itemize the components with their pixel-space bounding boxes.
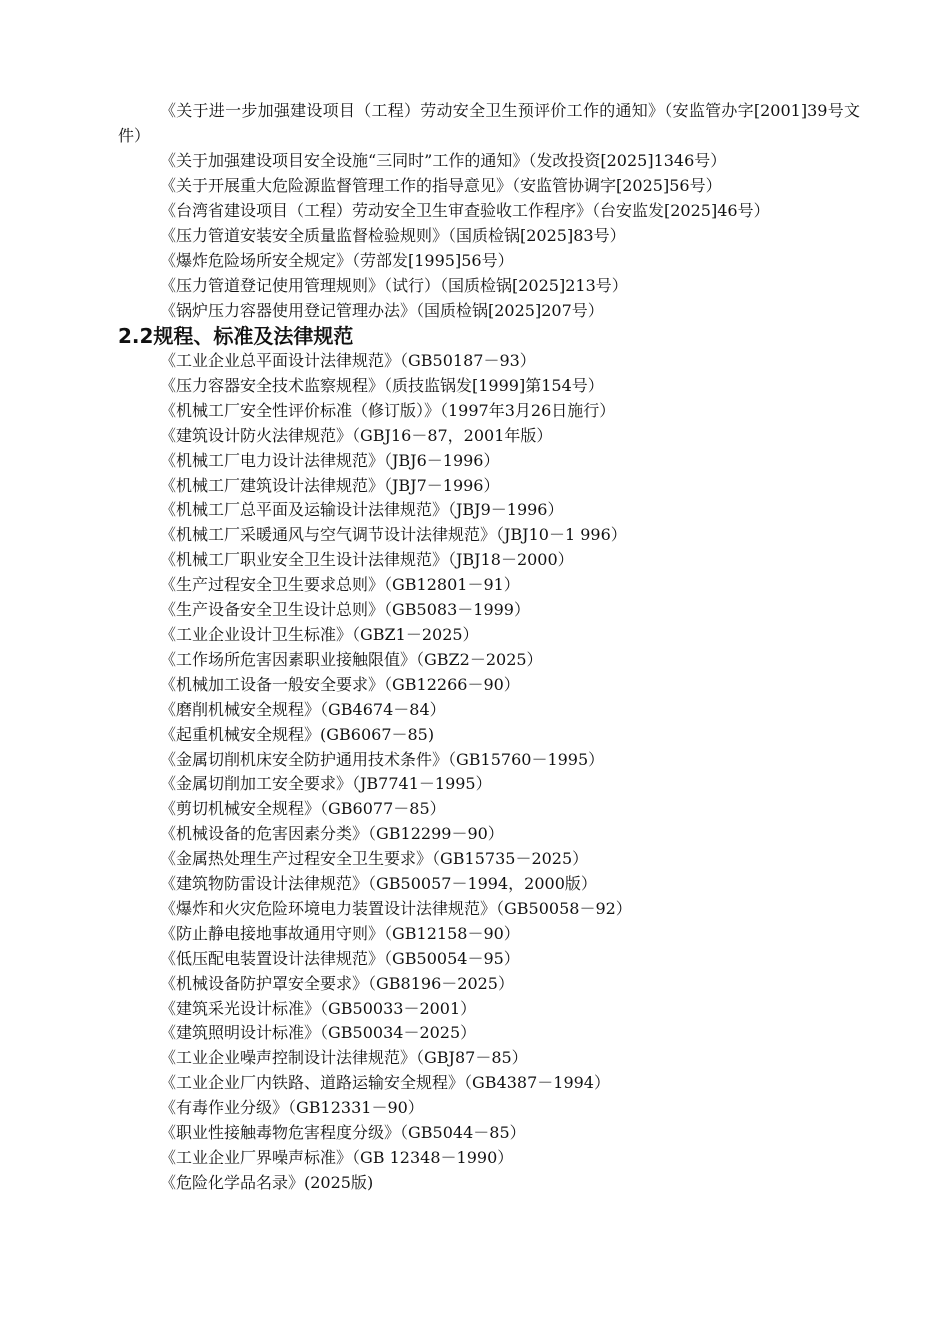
standard-item: 《低压配电装置设计法律规范》（GB50054－95） (160, 948, 520, 968)
standard-item: 《机械工厂建筑设计法律规范》（JBJ7－1996） (160, 475, 500, 495)
standard-item: 《机械工厂电力设计法律规范》（JBJ6－1996） (160, 450, 500, 470)
standard-item: 《生产设备安全卫生设计总则》（GB5083－1999） (160, 600, 530, 620)
intro-item: 《爆炸危险场所安全规定》（劳部发[1995]56号） (160, 251, 514, 270)
standard-item: 《工作场所危害因素职业接触限值》（GBZ2－2025） (160, 649, 543, 669)
standard-item: 《防止静电接地事故通用守则》（GB12158－90） (160, 923, 520, 943)
standard-item: 《工业企业设计卫生标准》（GBZ1－2025） (160, 624, 479, 644)
standard-item: 《工业企业噪声控制设计法律规范》（GBJ87－85） (160, 1048, 528, 1068)
intro-item: 《关于开展重大危险源监督管理工作的指导意见》（安监管协调字[2025]56号） (160, 176, 722, 195)
standard-item: 《机械工厂总平面及运输设计法律规范》（JBJ9－1996） (160, 500, 564, 520)
standard-item: 《工业企业厂界噪声标准》（GB 12348－1990） (160, 1148, 514, 1167)
intro-item: 《关于进一步加强建设项目（工程）劳动安全卫生预评价工作的通知》（安监管办字[2001]39号文件） (118, 101, 860, 145)
standard-item: 《机械加工设备一般安全要求》（GB12266－90） (160, 674, 520, 694)
standard-item: 《金属切削机床安全防护通用技术条件》（GB15760－1995） (160, 749, 605, 769)
intro-item: 《关于加强建设项目安全设施“三同时”工作的通知》（发改投资[2025]1346号） (160, 151, 727, 170)
standard-item: 《金属热处理生产过程安全卫生要求》（GB15735－2025） (160, 849, 589, 869)
standard-item: 《机械设备的危害因素分类》（GB12299－90） (160, 824, 504, 844)
intro-item: 《台湾省建设项目（工程）劳动安全卫生审查验收工作程序》（台安监发[2025]46号） (160, 201, 770, 220)
standard-item: 《建筑采光设计标准》（GB50033－2001） (160, 998, 477, 1018)
standard-item: 《工业企业厂内铁路、道路运输安全规程》（GB4387－1994） (160, 1073, 610, 1093)
standard-item: 《磨削机械安全规程》（GB4674－84） (160, 699, 446, 719)
section-heading: 2.2规程、标准及法律规范 (118, 324, 354, 348)
intro-list (118, 98, 860, 323)
standard-item: 《机械工厂安全性评价标准（修订版）》（1997年3月26日施行） (160, 400, 616, 420)
standard-item: 《压力容器安全技术监察规程》（质技监锅发[1999]第154号） (160, 375, 604, 395)
intro-item: 《压力管道登记使用管理规则》（试行）（国质检锅[2025]213号） (160, 276, 628, 295)
standard-item: 《爆炸和火灾危险环境电力装置设计法律规范》（GB50058－92） (160, 898, 632, 918)
standard-item: 《有毒作业分级》（GB12331－90） (160, 1098, 424, 1118)
standard-item: 《危险化学品名录》(2025版) (160, 1172, 374, 1192)
standard-item: 《建筑物防雷设计法律规范》（GB50057－1994，2000版） (160, 874, 597, 894)
standard-item: 《金属切削加工安全要求》（JB7741－1995） (160, 774, 492, 794)
standard-item: 《机械工厂采暖通风与空气调节设计法律规范》（JBJ10－1 996） (160, 525, 627, 545)
standard-item: 《工业企业总平面设计法律规范》（GB50187－93） (160, 351, 536, 370)
standard-item: 《生产过程安全卫生要求总则》（GB12801－91） (160, 575, 520, 595)
standard-item: 《建筑设计防火法律规范》（GBJ16－87，2001年版） (160, 425, 553, 445)
standard-item: 《机械工厂职业安全卫生设计法律规范》（JBJ18－2000） (160, 550, 574, 570)
standards-list (118, 349, 860, 1196)
standard-item: 《剪切机械安全规程》（GB6077－85） (160, 799, 446, 819)
standard-item: 《机械设备防护罩安全要求》（GB8196－2025） (160, 973, 514, 993)
intro-item: 《压力管道安装安全质量监督检验规则》（国质检锅[2025]83号） (160, 226, 626, 245)
standard-item: 《建筑照明设计标准》（GB50034－2025） (160, 1023, 477, 1043)
intro-item: 《锅炉压力容器使用登记管理办法》（国质检锅[2025]207号） (160, 301, 604, 320)
standard-item: 《职业性接触毒物危害程度分级》（GB5044－85） (160, 1123, 526, 1143)
document-page (118, 98, 860, 1196)
standard-item: 《起重机械安全规程》(GB6067－85) (160, 724, 435, 744)
